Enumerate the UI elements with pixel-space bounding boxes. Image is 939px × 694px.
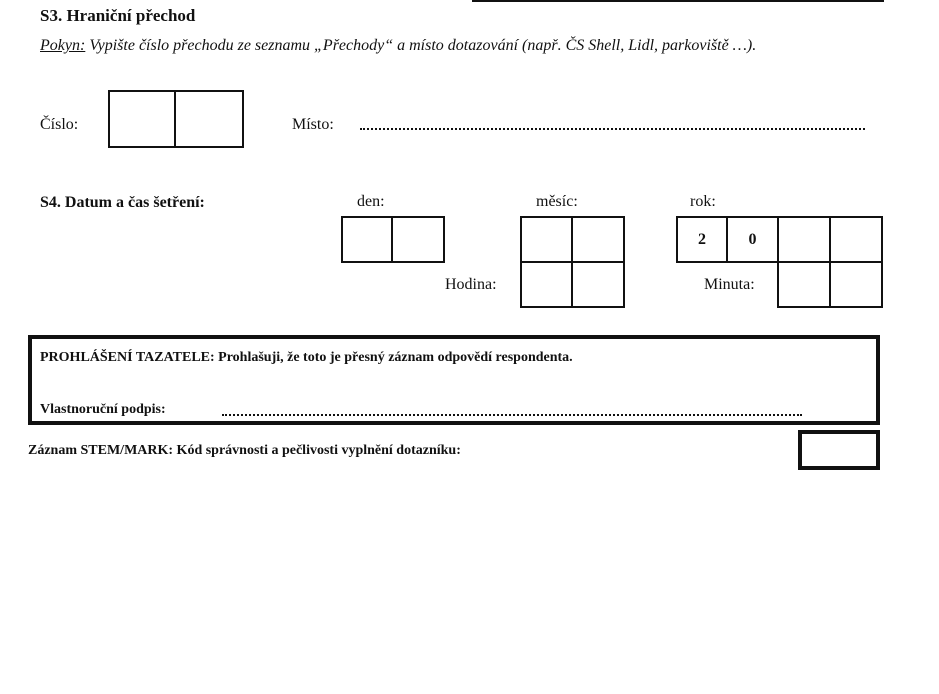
signature-field[interactable] bbox=[222, 414, 802, 416]
cislo-digit-2[interactable] bbox=[176, 92, 242, 146]
top-border-line bbox=[472, 0, 884, 2]
hodina-label: Hodina: bbox=[445, 276, 497, 293]
s3-title: S3. Hraniční přechod bbox=[40, 6, 196, 25]
declaration-text: PROHLÁŠENÍ TAZATELE: Prohlašuji, že toto je přesný záznam odpovědí respondenta. bbox=[40, 350, 573, 365]
rok-digit-3[interactable] bbox=[777, 216, 831, 263]
mesic-digit-1[interactable] bbox=[520, 216, 573, 263]
cislo-digit-1[interactable] bbox=[110, 92, 176, 146]
mesic-label: měsíc: bbox=[536, 193, 578, 210]
den-digit-1[interactable] bbox=[341, 216, 393, 263]
den-label: den: bbox=[357, 193, 385, 210]
cislo-field[interactable] bbox=[108, 90, 244, 148]
signature-label: Vlastnoruční podpis: bbox=[40, 402, 166, 417]
misto-label: Místo: bbox=[292, 116, 334, 133]
minuta-label: Minuta: bbox=[704, 276, 755, 293]
rok-digit-2: 0 bbox=[726, 216, 779, 263]
cislo-label: Číslo: bbox=[40, 116, 79, 133]
rok-label: rok: bbox=[690, 193, 716, 210]
mesic-digit-2[interactable] bbox=[571, 216, 625, 263]
rok-digit-1: 2 bbox=[676, 216, 728, 263]
stem-code-box[interactable] bbox=[798, 430, 880, 470]
rok-digit-4[interactable] bbox=[829, 216, 883, 263]
stem-text: Záznam STEM/MARK: Kód správnosti a pečlivosti vyplnění dotazníku: bbox=[28, 443, 461, 458]
minuta-digit-2[interactable] bbox=[829, 261, 883, 308]
instruction-text: Vypište číslo přechodu ze seznamu „Přechody“ a místo dotazování (např. ČS Shell, Lidl, parkoviště …). bbox=[85, 37, 757, 54]
s4-title: S4. Datum a čas šetření: bbox=[40, 194, 205, 211]
hodina-digit-2[interactable] bbox=[571, 261, 625, 308]
misto-field[interactable] bbox=[360, 128, 865, 130]
hodina-digit-1[interactable] bbox=[520, 261, 573, 308]
minuta-digit-1[interactable] bbox=[777, 261, 831, 308]
instruction-label: Pokyn: bbox=[40, 37, 86, 54]
s3-instruction bbox=[40, 32, 860, 59]
den-digit-2[interactable] bbox=[391, 216, 445, 263]
